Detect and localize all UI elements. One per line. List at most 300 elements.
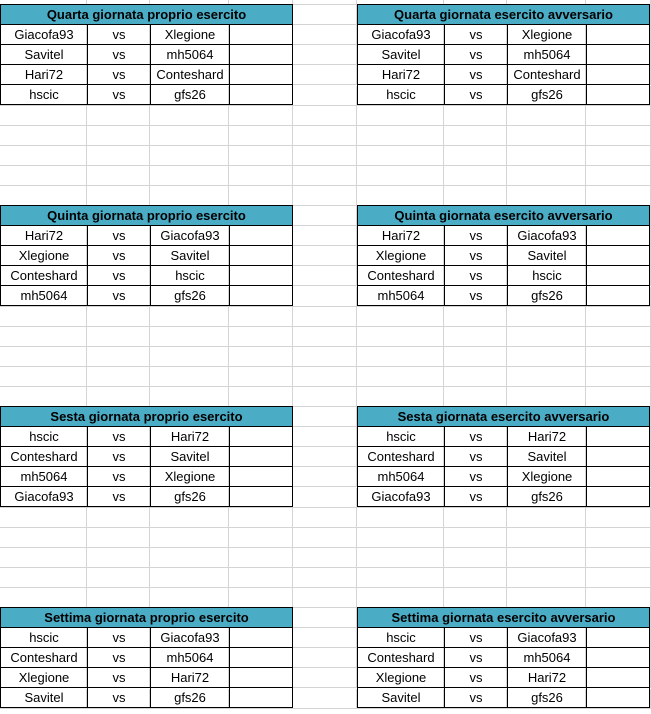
grid-cell[interactable] xyxy=(293,689,357,709)
grid-cell[interactable] xyxy=(586,548,651,568)
grid-cell[interactable] xyxy=(444,186,507,206)
grid-cell[interactable] xyxy=(293,246,357,266)
cell-vs[interactable]: vs xyxy=(445,246,508,265)
cell-vs[interactable]: vs xyxy=(445,65,508,84)
cell-empty[interactable] xyxy=(230,65,292,84)
grid-cell[interactable] xyxy=(357,548,444,568)
cell-vs[interactable]: vs xyxy=(88,286,151,305)
grid-cell[interactable] xyxy=(586,367,651,387)
grid-cell[interactable] xyxy=(586,387,651,407)
cell-empty[interactable] xyxy=(230,668,292,687)
grid-cell[interactable] xyxy=(507,387,586,407)
grid-cell[interactable] xyxy=(293,568,357,588)
grid-cell[interactable] xyxy=(357,307,444,327)
cell-empty[interactable] xyxy=(587,246,649,265)
table-row xyxy=(0,45,293,65)
grid-cell[interactable] xyxy=(293,65,357,85)
cell-home[interactable]: Xlegione xyxy=(358,668,445,687)
grid-cell[interactable] xyxy=(0,146,87,166)
grid-cell[interactable] xyxy=(150,186,229,206)
cell-home[interactable]: Conteshard xyxy=(358,266,445,285)
grid-cell[interactable] xyxy=(357,186,444,206)
cell-away[interactable]: Xlegione xyxy=(508,467,587,486)
grid-cell[interactable] xyxy=(586,327,651,347)
grid-cell[interactable] xyxy=(0,508,87,528)
cell-home[interactable]: Hari72 xyxy=(1,226,88,245)
grid-cell[interactable] xyxy=(229,568,293,588)
grid-cell[interactable] xyxy=(0,347,87,367)
cell-empty[interactable] xyxy=(587,668,649,687)
grid-cell[interactable] xyxy=(0,528,87,548)
grid-cell[interactable] xyxy=(87,126,150,146)
grid-cell[interactable] xyxy=(586,166,651,186)
table-row xyxy=(357,25,650,45)
grid-cell[interactable] xyxy=(293,166,357,186)
cell-away[interactable]: hscic xyxy=(151,266,230,285)
grid-cell[interactable] xyxy=(0,126,87,146)
grid-cell[interactable] xyxy=(507,548,586,568)
cell-home[interactable]: Hari72 xyxy=(358,226,445,245)
grid-cell[interactable] xyxy=(293,307,357,327)
grid-cell[interactable] xyxy=(586,568,651,588)
cell-home[interactable]: Hari72 xyxy=(1,65,88,84)
cell-home[interactable]: Xlegione xyxy=(1,668,88,687)
cell-vs[interactable]: vs xyxy=(445,226,508,245)
grid-cell[interactable] xyxy=(357,528,444,548)
cell-empty[interactable] xyxy=(230,286,292,305)
cell-empty[interactable] xyxy=(587,45,649,64)
grid-cell[interactable] xyxy=(293,327,357,347)
grid-cell[interactable] xyxy=(507,568,586,588)
grid-cell[interactable] xyxy=(586,106,651,126)
grid-cell[interactable] xyxy=(229,367,293,387)
cell-vs[interactable]: vs xyxy=(88,447,151,466)
cell-vs[interactable]: vs xyxy=(445,487,508,506)
grid-cell[interactable] xyxy=(150,327,229,347)
grid-cell[interactable] xyxy=(293,126,357,146)
cell-home[interactable]: Conteshard xyxy=(358,648,445,667)
grid-cell[interactable] xyxy=(357,106,444,126)
grid-cell[interactable] xyxy=(87,508,150,528)
table-row xyxy=(0,266,293,286)
grid-cell[interactable] xyxy=(507,126,586,146)
cell-vs[interactable]: vs xyxy=(445,45,508,64)
grid-cell[interactable] xyxy=(293,206,357,226)
grid-cell[interactable] xyxy=(229,387,293,407)
grid-cell[interactable] xyxy=(507,347,586,367)
cell-vs[interactable]: vs xyxy=(88,246,151,265)
cell-vs[interactable]: vs xyxy=(445,266,508,285)
cell-home[interactable]: Giacofa93 xyxy=(358,487,445,506)
grid-cell[interactable] xyxy=(507,307,586,327)
cell-away[interactable]: Savitel xyxy=(508,447,587,466)
cell-vs[interactable]: vs xyxy=(445,25,508,44)
grid-cell[interactable] xyxy=(357,588,444,608)
cell-vs[interactable]: vs xyxy=(445,85,508,104)
block-title[interactable]: Quinta giornata esercito avversario xyxy=(357,205,650,226)
grid-cell[interactable] xyxy=(444,508,507,528)
cell-empty[interactable] xyxy=(587,487,649,506)
cell-vs[interactable]: vs xyxy=(88,668,151,687)
cell-vs[interactable]: vs xyxy=(88,45,151,64)
grid-cell[interactable] xyxy=(444,146,507,166)
grid-cell[interactable] xyxy=(229,528,293,548)
cell-vs[interactable]: vs xyxy=(445,628,508,647)
block-sesta-proprio xyxy=(0,406,293,507)
grid-cell[interactable] xyxy=(357,166,444,186)
grid-cell[interactable] xyxy=(150,508,229,528)
cell-empty[interactable] xyxy=(230,447,292,466)
grid-cell[interactable] xyxy=(150,588,229,608)
grid-cell[interactable] xyxy=(0,548,87,568)
cell-away[interactable]: Xlegione xyxy=(151,467,230,486)
cell-empty[interactable] xyxy=(230,467,292,486)
grid-cell[interactable] xyxy=(87,568,150,588)
cell-empty[interactable] xyxy=(230,688,292,707)
cell-empty[interactable] xyxy=(587,427,649,446)
cell-home[interactable]: Savitel xyxy=(1,45,88,64)
grid-cell[interactable] xyxy=(229,327,293,347)
cell-empty[interactable] xyxy=(230,85,292,104)
cell-vs[interactable]: vs xyxy=(445,427,508,446)
grid-cell[interactable] xyxy=(0,588,87,608)
grid-cell[interactable] xyxy=(293,427,357,447)
grid-cell[interactable] xyxy=(293,387,357,407)
cell-vs[interactable]: vs xyxy=(445,688,508,707)
cell-away[interactable]: gfs26 xyxy=(151,286,230,305)
grid-cell[interactable] xyxy=(229,508,293,528)
block-title[interactable]: Quarta giornata esercito avversario xyxy=(357,4,650,25)
grid-cell[interactable] xyxy=(586,126,651,146)
grid-cell[interactable] xyxy=(150,387,229,407)
cell-home[interactable]: Savitel xyxy=(1,688,88,707)
grid-cell[interactable] xyxy=(357,327,444,347)
grid-cell[interactable] xyxy=(586,186,651,206)
grid-cell[interactable] xyxy=(444,367,507,387)
grid-cell[interactable] xyxy=(444,528,507,548)
grid-cell[interactable] xyxy=(150,548,229,568)
cell-away[interactable]: gfs26 xyxy=(508,487,587,506)
cell-vs[interactable]: vs xyxy=(88,688,151,707)
grid-cell[interactable] xyxy=(150,307,229,327)
cell-empty[interactable] xyxy=(587,688,649,707)
block-title[interactable]: Sesta giornata esercito avversario xyxy=(357,406,650,427)
grid-cell[interactable] xyxy=(293,488,357,508)
cell-home[interactable]: hscic xyxy=(358,427,445,446)
grid-cell[interactable] xyxy=(293,146,357,166)
cell-empty[interactable] xyxy=(587,85,649,104)
grid-cell[interactable] xyxy=(150,166,229,186)
cell-empty[interactable] xyxy=(587,65,649,84)
block-quarta-proprio xyxy=(0,4,293,105)
grid-cell[interactable] xyxy=(444,347,507,367)
cell-home[interactable]: hscic xyxy=(1,427,88,446)
block-title[interactable]: Quinta giornata proprio esercito xyxy=(0,205,293,226)
grid-cell[interactable] xyxy=(87,327,150,347)
grid-cell[interactable] xyxy=(293,588,357,608)
cell-home[interactable]: Conteshard xyxy=(1,266,88,285)
cell-away[interactable]: Xlegione xyxy=(508,25,587,44)
cell-away[interactable]: Xlegione xyxy=(151,25,230,44)
grid-cell[interactable] xyxy=(150,568,229,588)
grid-cell[interactable] xyxy=(357,508,444,528)
cell-away[interactable]: Savitel xyxy=(508,246,587,265)
grid-cell[interactable] xyxy=(357,126,444,146)
grid-cell[interactable] xyxy=(586,307,651,327)
grid-cell[interactable] xyxy=(0,307,87,327)
cell-away[interactable]: Savitel xyxy=(151,447,230,466)
cell-away[interactable]: mh5064 xyxy=(151,648,230,667)
grid-cell[interactable] xyxy=(0,106,87,126)
cell-away[interactable]: Conteshard xyxy=(508,65,587,84)
grid-cell[interactable] xyxy=(150,106,229,126)
cell-away[interactable]: Hari72 xyxy=(151,668,230,687)
cell-vs[interactable]: vs xyxy=(88,266,151,285)
cell-empty[interactable] xyxy=(230,246,292,265)
grid-cell[interactable] xyxy=(87,367,150,387)
cell-vs[interactable]: vs xyxy=(88,628,151,647)
grid-cell[interactable] xyxy=(586,347,651,367)
grid-cell[interactable] xyxy=(444,126,507,146)
grid-cell[interactable] xyxy=(293,508,357,528)
table-row xyxy=(0,427,293,447)
grid-cell[interactable] xyxy=(357,367,444,387)
grid-cell[interactable] xyxy=(0,186,87,206)
cell-away[interactable]: gfs26 xyxy=(151,85,230,104)
cell-home[interactable]: Xlegione xyxy=(1,246,88,265)
cell-away[interactable]: mh5064 xyxy=(151,45,230,64)
grid-cell[interactable] xyxy=(293,467,357,487)
grid-cell[interactable] xyxy=(293,608,357,628)
cell-away[interactable]: hscic xyxy=(508,266,587,285)
grid-cell[interactable] xyxy=(444,307,507,327)
grid-cell[interactable] xyxy=(507,166,586,186)
cell-home[interactable]: Xlegione xyxy=(358,246,445,265)
grid-cell[interactable] xyxy=(0,367,87,387)
grid-cell[interactable] xyxy=(0,166,87,186)
grid-cell[interactable] xyxy=(87,106,150,126)
grid-cell[interactable] xyxy=(87,528,150,548)
grid-cell[interactable] xyxy=(293,528,357,548)
grid-cell[interactable] xyxy=(507,528,586,548)
cell-home[interactable]: mh5064 xyxy=(1,286,88,305)
grid-cell[interactable] xyxy=(586,528,651,548)
cell-vs[interactable]: vs xyxy=(88,427,151,446)
cell-empty[interactable] xyxy=(587,286,649,305)
cell-empty[interactable] xyxy=(587,628,649,647)
cell-home[interactable]: mh5064 xyxy=(1,467,88,486)
cell-vs[interactable]: vs xyxy=(88,85,151,104)
grid-cell[interactable] xyxy=(293,287,357,307)
cell-empty[interactable] xyxy=(230,266,292,285)
cell-away[interactable]: gfs26 xyxy=(508,85,587,104)
cell-empty[interactable] xyxy=(230,45,292,64)
table-row xyxy=(357,487,650,507)
grid-cell[interactable] xyxy=(229,106,293,126)
cell-empty[interactable] xyxy=(230,25,292,44)
cell-away[interactable]: Giacofa93 xyxy=(508,628,587,647)
cell-away[interactable]: Hari72 xyxy=(508,668,587,687)
grid-cell[interactable] xyxy=(293,226,357,246)
cell-vs[interactable]: vs xyxy=(445,467,508,486)
grid-cell[interactable] xyxy=(444,327,507,347)
cell-away[interactable]: gfs26 xyxy=(151,487,230,506)
grid-cell[interactable] xyxy=(586,146,651,166)
grid-cell[interactable] xyxy=(87,548,150,568)
grid-cell[interactable] xyxy=(229,126,293,146)
block-title[interactable]: Settima giornata esercito avversario xyxy=(357,607,650,628)
cell-home[interactable]: mh5064 xyxy=(358,286,445,305)
grid-cell[interactable] xyxy=(444,166,507,186)
cell-away[interactable]: mh5064 xyxy=(508,648,587,667)
cell-away[interactable]: gfs26 xyxy=(508,688,587,707)
cell-home[interactable]: hscic xyxy=(1,85,88,104)
grid-cell[interactable] xyxy=(229,307,293,327)
cell-empty[interactable] xyxy=(587,447,649,466)
grid-cell[interactable] xyxy=(507,106,586,126)
grid-cell[interactable] xyxy=(293,347,357,367)
grid-cell[interactable] xyxy=(507,588,586,608)
cell-empty[interactable] xyxy=(230,427,292,446)
grid-cell[interactable] xyxy=(0,387,87,407)
cell-vs[interactable]: vs xyxy=(88,25,151,44)
block-title[interactable]: Sesta giornata proprio esercito xyxy=(0,406,293,427)
cell-home[interactable]: hscic xyxy=(358,628,445,647)
cell-vs[interactable]: vs xyxy=(445,668,508,687)
cell-home[interactable]: Giacofa93 xyxy=(1,25,88,44)
cell-home[interactable]: hscic xyxy=(1,628,88,647)
grid-cell[interactable] xyxy=(87,307,150,327)
cell-away[interactable]: Savitel xyxy=(151,246,230,265)
cell-away[interactable]: Hari72 xyxy=(508,427,587,446)
cell-home[interactable]: Conteshard xyxy=(1,648,88,667)
cell-vs[interactable]: vs xyxy=(88,648,151,667)
grid-cell[interactable] xyxy=(87,146,150,166)
cell-home[interactable]: Conteshard xyxy=(358,447,445,466)
grid-cell[interactable] xyxy=(507,327,586,347)
grid-cell[interactable] xyxy=(150,126,229,146)
cell-home[interactable]: Conteshard xyxy=(1,447,88,466)
cell-away[interactable]: gfs26 xyxy=(151,688,230,707)
cell-away[interactable]: Giacofa93 xyxy=(508,226,587,245)
cell-home[interactable]: Giacofa93 xyxy=(358,25,445,44)
grid-cell[interactable] xyxy=(444,568,507,588)
cell-away[interactable]: gfs26 xyxy=(508,286,587,305)
grid-cell[interactable] xyxy=(229,588,293,608)
grid-cell[interactable] xyxy=(150,347,229,367)
block-settima-avversario xyxy=(357,607,650,708)
cell-vs[interactable]: vs xyxy=(88,467,151,486)
cell-vs[interactable]: vs xyxy=(445,648,508,667)
block-title[interactable]: Quarta giornata proprio esercito xyxy=(0,4,293,25)
grid-cell[interactable] xyxy=(507,508,586,528)
cell-home[interactable]: Savitel xyxy=(358,688,445,707)
grid-cell[interactable] xyxy=(444,106,507,126)
cell-home[interactable]: mh5064 xyxy=(358,467,445,486)
grid-cell[interactable] xyxy=(87,166,150,186)
grid-cell[interactable] xyxy=(444,387,507,407)
grid-cell[interactable] xyxy=(293,186,357,206)
grid-cell[interactable] xyxy=(150,367,229,387)
grid-cell[interactable] xyxy=(444,588,507,608)
cell-home[interactable]: Giacofa93 xyxy=(1,487,88,506)
grid-cell[interactable] xyxy=(87,387,150,407)
grid-cell[interactable] xyxy=(357,387,444,407)
block-title[interactable]: Settima giornata proprio esercito xyxy=(0,607,293,628)
cell-vs[interactable]: vs xyxy=(88,487,151,506)
grid-cell[interactable] xyxy=(87,186,150,206)
grid-cell[interactable] xyxy=(293,106,357,126)
grid-cell[interactable] xyxy=(0,568,87,588)
grid-cell[interactable] xyxy=(507,146,586,166)
grid-cell[interactable] xyxy=(357,568,444,588)
cell-vs[interactable]: vs xyxy=(88,65,151,84)
grid-cell[interactable] xyxy=(357,146,444,166)
grid-cell[interactable] xyxy=(293,5,357,25)
cell-empty[interactable] xyxy=(230,487,292,506)
grid-cell[interactable] xyxy=(229,146,293,166)
grid-cell[interactable] xyxy=(293,407,357,427)
grid-cell[interactable] xyxy=(0,327,87,347)
grid-cell[interactable] xyxy=(293,628,357,648)
cell-away[interactable]: Giacofa93 xyxy=(151,628,230,647)
grid-cell[interactable] xyxy=(507,367,586,387)
grid-cell[interactable] xyxy=(586,588,651,608)
cell-empty[interactable] xyxy=(230,648,292,667)
grid-cell[interactable] xyxy=(150,528,229,548)
cell-empty[interactable] xyxy=(587,25,649,44)
cell-away[interactable]: Hari72 xyxy=(151,427,230,446)
cell-empty[interactable] xyxy=(230,628,292,647)
grid-cell[interactable] xyxy=(293,25,357,45)
grid-cell[interactable] xyxy=(229,186,293,206)
cell-vs[interactable]: vs xyxy=(445,447,508,466)
grid-cell[interactable] xyxy=(293,266,357,286)
grid-cell[interactable] xyxy=(87,588,150,608)
cell-home[interactable]: Savitel xyxy=(358,45,445,64)
grid-cell[interactable] xyxy=(293,668,357,688)
grid-cell[interactable] xyxy=(444,548,507,568)
grid-cell[interactable] xyxy=(87,347,150,367)
grid-cell[interactable] xyxy=(293,86,357,106)
table-row xyxy=(357,447,650,467)
cell-away[interactable]: mh5064 xyxy=(508,45,587,64)
grid-cell[interactable] xyxy=(586,508,651,528)
cell-empty[interactable] xyxy=(587,266,649,285)
cell-vs[interactable]: vs xyxy=(445,286,508,305)
grid-cell[interactable] xyxy=(293,45,357,65)
cell-empty[interactable] xyxy=(587,226,649,245)
cell-home[interactable]: hscic xyxy=(358,85,445,104)
grid-cell[interactable] xyxy=(293,367,357,387)
cell-away[interactable]: Giacofa93 xyxy=(151,226,230,245)
cell-empty[interactable] xyxy=(587,648,649,667)
grid-cell[interactable] xyxy=(229,347,293,367)
cell-empty[interactable] xyxy=(230,226,292,245)
grid-cell[interactable] xyxy=(150,146,229,166)
cell-empty[interactable] xyxy=(587,467,649,486)
cell-away[interactable]: Conteshard xyxy=(151,65,230,84)
cell-vs[interactable]: vs xyxy=(88,226,151,245)
grid-cell[interactable] xyxy=(229,548,293,568)
grid-cell[interactable] xyxy=(507,186,586,206)
grid-cell[interactable] xyxy=(293,447,357,467)
grid-cell[interactable] xyxy=(229,166,293,186)
cell-home[interactable]: Hari72 xyxy=(358,65,445,84)
grid-cell[interactable] xyxy=(293,648,357,668)
grid-cell[interactable] xyxy=(357,347,444,367)
grid-cell[interactable] xyxy=(293,548,357,568)
